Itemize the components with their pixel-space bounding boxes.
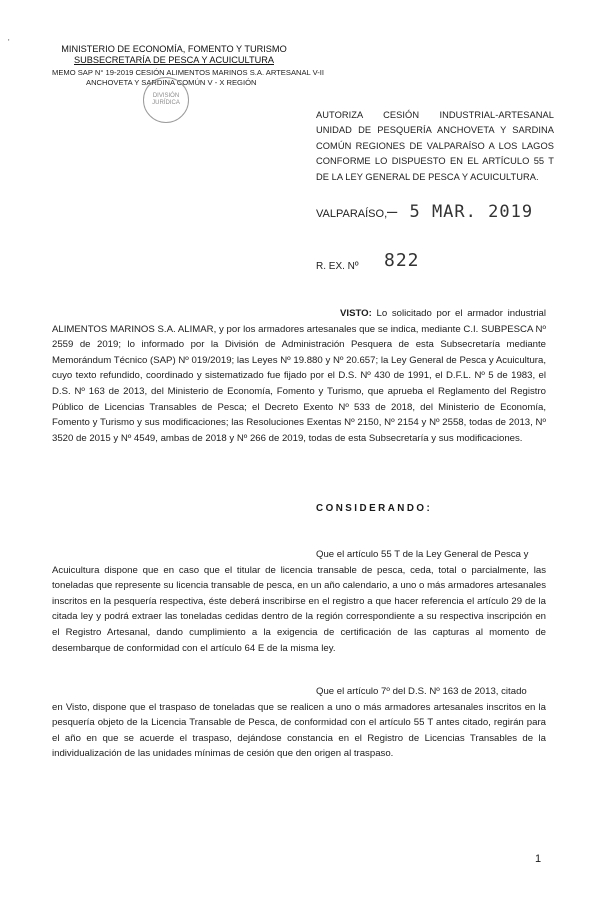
stamp-line2: JURÍDICA bbox=[152, 100, 180, 106]
page-number: 1 bbox=[535, 853, 542, 865]
considerando-p1-lead: Que el artículo 55 T de la Ley General de Pesca y bbox=[316, 549, 529, 560]
division-juridica-stamp bbox=[143, 77, 189, 123]
visto-paragraph bbox=[52, 306, 546, 446]
considerando-p2-body: en Visto, dispone que el traspaso de toneladas que se realicen a uno o más armadores artesanales inscritos en la pesquería objeto de la Licencia Transable de Pesca, de conformidad con el artículo 55 T antes citado, regirán para el año en que se acuerde el traspaso, dejándose constancia en el Registro de Licencias Transables de la individualización de las unidades mínimas de cesión que den origen al traspaso. bbox=[52, 701, 546, 760]
considerando-paragraph-1 bbox=[52, 547, 546, 656]
resolution-label: R. EX. Nº bbox=[316, 261, 359, 272]
considerando-heading: CONSIDERANDO: bbox=[316, 503, 433, 514]
date: – 5 MAR. 2019 bbox=[387, 202, 534, 222]
stamp-line1: DIVISIÓN bbox=[152, 93, 180, 99]
considerando-p1-body: Acuicultura dispone que en caso que el titular de licencia transable de pesca, ceda, total o parcialmente, las toneladas que represente su licencia transable de pesca, en un año calendario, a uno o más armadores artesanales inscritos en la pesquería respectiva, éste deberá inscribirse en el registro a que hacer referencia el artículo 29 de la citada ley y podrá extraer las toneladas cedidas dentro de la región correspondiente a su respectiva inscripción en el Registro Artesanal, dando cumplimiento a la exigencia de certificación de las capturas al momento de desembarque de conformidad con el artículo 64 E de la misma ley. bbox=[52, 564, 546, 654]
ministry-name: MINISTERIO DE ECONOMÍA, FOMENTO Y TURISMO bbox=[61, 44, 287, 54]
memo-reference-line2: ANCHOVETA Y SARDINA COMÚN V - X REGIÓN bbox=[86, 78, 257, 87]
place: VALPARAÍSO, bbox=[316, 208, 388, 220]
visto-label: VISTO: bbox=[340, 308, 372, 319]
considerando-p2-lead: Que el artículo 7º del D.S. Nº 163 de 2013, citado bbox=[316, 686, 527, 697]
scan-mark: ' bbox=[8, 38, 10, 47]
considerando-paragraph-2 bbox=[52, 684, 546, 762]
resolution-number: 822 bbox=[384, 250, 420, 271]
subsecretaria-name: SUBSECRETARÍA DE PESCA Y ACUICULTURA bbox=[74, 55, 274, 65]
visto-text: Lo solicitado por el armador industrial ALIMENTOS MARINOS S.A. ALIMAR, y por los armadores artesanales que se indica, mediante C.I. SUBPESCA Nº 2559 de 2019; lo informado por la División de Administración Pesquera de esta Subsecretaría mediante Memorándum Técnico (SAP) Nº 019/2019; las Leyes Nº 19.880 y Nº 20.657; la Ley General de Pesca y Acuicultura, cuyo texto refundido, coordinado y sistematizado fue fijado por el D.S. Nº 430 de 1991, el D.F.L. Nº 5 de 1983, el D.S. Nº 163 de 2013, del Ministerio de Economía, Fomento y Turismo, que aprueba el Reglamento del Registro Público de Licencias Transables de Pesca; el Decreto Exento Nº 533 de 2018, del Ministerio de Economía, Fomento y Turismo y sus modificaciones; las Resoluciones Exentas Nº 2150, Nº 2154 y Nº 2558, todas de 2013, Nº 3520 de 2015 y Nº 4549, ambas de 2018 y Nº 266 de 2019, todas de esta Subsecretaría y sus modificaciones. bbox=[52, 308, 546, 444]
memo-reference-line1: MEMO SAP N° 19-2019 CESIÓN ALIMENTOS MARINOS S.A. ARTESANAL V-II bbox=[52, 68, 324, 77]
resolution-title: AUTORIZA CESIÓN INDUSTRIAL-ARTESANAL UNIDAD DE PESQUERÍA ANCHOVETA Y SARDINA COMÚN REGIONES DE VALPARAÍSO A LOS LAGOS CONFORME LO DISPUESTO EN EL ARTÍCULO 55 T DE LA LEY GENERAL DE PESCA Y ACUICULTURA. bbox=[316, 110, 554, 182]
